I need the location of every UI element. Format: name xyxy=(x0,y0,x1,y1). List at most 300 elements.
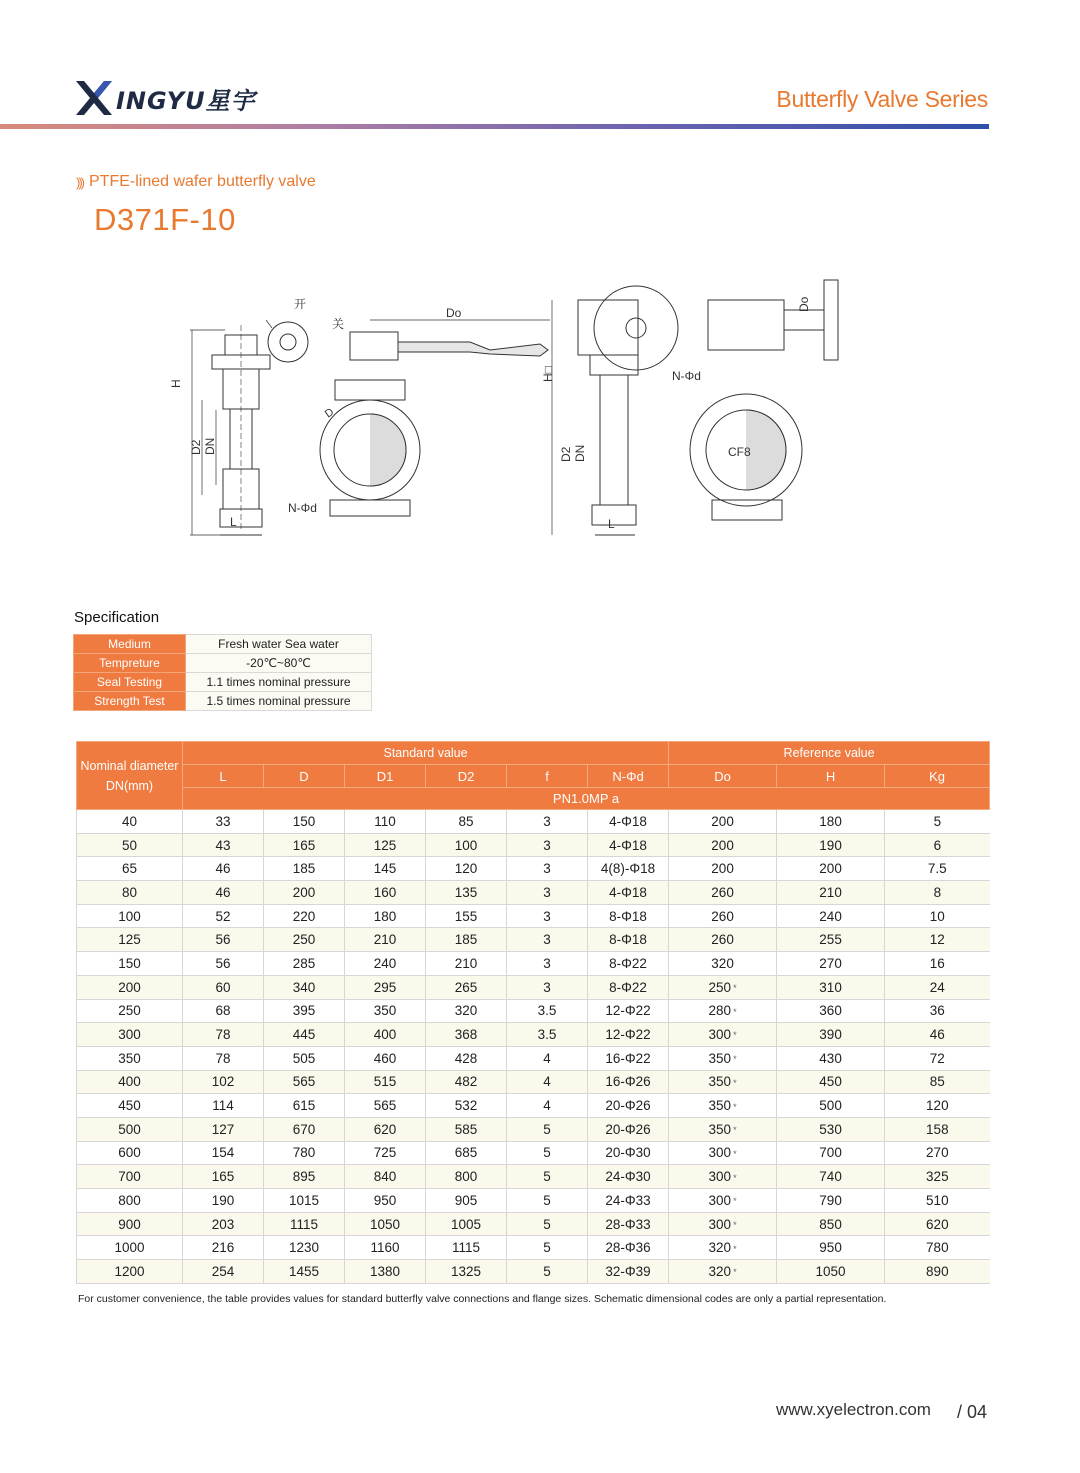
cell-dn xyxy=(77,810,183,834)
cell-l-value: 56 xyxy=(215,955,231,971)
cell-do xyxy=(669,1189,777,1213)
cell-dn-value: 200 xyxy=(118,979,141,995)
cell-f-value: 5 xyxy=(543,1192,551,1208)
cell-d1 xyxy=(345,1070,426,1094)
cell-d1-value: 400 xyxy=(373,1027,397,1043)
cell-d2-value: 135 xyxy=(454,884,478,900)
nphid-label-2: N-Φd xyxy=(672,369,701,383)
cell-do xyxy=(669,881,777,905)
asterisk-mark: * xyxy=(733,1006,737,1017)
cell-d1-value: 110 xyxy=(374,813,396,829)
cell-l xyxy=(183,1165,264,1189)
cell-n-phid xyxy=(588,881,669,905)
cell-kg xyxy=(885,952,990,976)
cell-dn-value: 40 xyxy=(121,813,138,829)
cell-l-value: 33 xyxy=(215,813,231,829)
cell-d2 xyxy=(426,1260,507,1284)
cell-kg xyxy=(885,1023,990,1047)
cell-l xyxy=(183,881,264,905)
cell-n-phid-value: 28-Φ36 xyxy=(605,1240,651,1256)
cell-l-value: 52 xyxy=(215,908,231,924)
cell-d xyxy=(264,952,345,976)
cell-d1 xyxy=(345,1189,426,1213)
cell-kg xyxy=(885,1189,990,1213)
cell-d xyxy=(264,833,345,857)
dim-h-label: H xyxy=(169,379,183,388)
cell-n-phid-value: 24-Φ30 xyxy=(605,1169,651,1185)
cell-d2 xyxy=(426,904,507,928)
cell-d2 xyxy=(426,928,507,952)
spec-row xyxy=(74,692,372,711)
cell-h-value: 430 xyxy=(819,1050,842,1066)
cell-l xyxy=(183,1046,264,1070)
cell-dn-value: 300 xyxy=(118,1027,141,1043)
cell-d xyxy=(264,999,345,1023)
cell-d xyxy=(264,1260,345,1284)
cell-d1 xyxy=(345,928,426,952)
cell-kg xyxy=(885,833,990,857)
table-footnote: For customer convenience, the table provides values for standard butterfly valve connections and flange sizes. Schematic dimensional codes are only a partial representation. xyxy=(78,1293,887,1305)
cell-d2 xyxy=(426,881,507,905)
cell-dn xyxy=(77,1260,183,1284)
cell-d2-value: 265 xyxy=(454,979,478,995)
cell-h-value: 180 xyxy=(819,813,842,829)
cell-l xyxy=(183,1212,264,1236)
dim-h1-label: H□ xyxy=(541,366,555,382)
cell-f xyxy=(507,1236,588,1260)
asterisk-mark: * xyxy=(733,1243,737,1254)
series-title: Butterfly Valve Series xyxy=(776,86,988,112)
signal-icon: ))) xyxy=(76,174,83,190)
cell-do xyxy=(669,857,777,881)
col-header-d: D xyxy=(264,765,345,788)
cell-d2-value: 85 xyxy=(458,813,474,829)
cell-h-value: 500 xyxy=(819,1098,842,1114)
cell-h xyxy=(777,857,885,881)
cell-d1-value: 145 xyxy=(373,861,397,877)
cell-f xyxy=(507,1117,588,1141)
cell-do xyxy=(669,999,777,1023)
cell-h-value: 200 xyxy=(819,861,842,877)
cell-d1-value: 840 xyxy=(373,1169,397,1185)
cell-l xyxy=(183,833,264,857)
cell-dn xyxy=(77,1070,183,1094)
cell-d1-value: 160 xyxy=(373,884,397,900)
cell-d-value: 250 xyxy=(292,932,316,948)
cell-l-value: 43 xyxy=(215,837,231,853)
cell-n-phid-value: 4(8)-Φ18 xyxy=(600,861,656,877)
cell-h-value: 210 xyxy=(819,884,842,900)
cell-d1-value: 460 xyxy=(373,1050,397,1066)
page-number: / 04 xyxy=(957,1402,988,1422)
cell-do xyxy=(669,1165,777,1189)
cell-f-value: 3 xyxy=(543,884,551,900)
cell-h xyxy=(777,810,885,834)
table-row xyxy=(77,904,990,928)
cell-d2-value: 585 xyxy=(454,1121,478,1137)
cell-l-value: 78 xyxy=(215,1027,231,1043)
cell-d xyxy=(264,1189,345,1213)
cell-n-phid xyxy=(588,975,669,999)
cell-l-value: 114 xyxy=(212,1098,234,1114)
cell-kg-value: 10 xyxy=(929,908,945,924)
asterisk-mark: * xyxy=(733,1219,737,1230)
cell-d1-value: 240 xyxy=(373,955,397,971)
cell-l xyxy=(183,975,264,999)
cell-h xyxy=(777,1165,885,1189)
cell-d1-value: 1160 xyxy=(370,1240,400,1256)
cell-d-value: 780 xyxy=(292,1145,316,1161)
cell-d2-value: 1115 xyxy=(451,1240,481,1256)
cell-d1-value: 565 xyxy=(373,1098,397,1114)
cell-kg-value: 12 xyxy=(929,932,945,948)
cell-do xyxy=(669,1236,777,1260)
cell-h-value: 190 xyxy=(819,837,842,853)
dim-l-label-2: L xyxy=(608,517,615,531)
cell-d-value: 340 xyxy=(292,979,316,995)
cell-kg xyxy=(885,999,990,1023)
cell-f-value: 5 xyxy=(543,1145,551,1161)
standard-value-header: Standard value xyxy=(183,742,669,765)
cell-kg-value: 7.5 xyxy=(927,861,947,877)
cell-n-phid xyxy=(588,810,669,834)
cell-h-value: 450 xyxy=(819,1074,842,1090)
cell-dn xyxy=(77,928,183,952)
cell-l xyxy=(183,1260,264,1284)
spec-key: Medium xyxy=(74,635,186,654)
cell-f xyxy=(507,810,588,834)
cell-d2 xyxy=(426,857,507,881)
cell-d-value: 505 xyxy=(292,1050,316,1066)
cell-n-phid-value: 32-Φ39 xyxy=(605,1263,651,1279)
cell-do xyxy=(669,1117,777,1141)
cell-h-value: 360 xyxy=(819,1003,842,1019)
cell-d2-value: 685 xyxy=(454,1145,478,1161)
cell-dn xyxy=(77,1023,183,1047)
cell-dn xyxy=(77,1141,183,1165)
cell-h-value: 390 xyxy=(819,1027,842,1043)
cell-n-phid-value: 4-Φ18 xyxy=(609,813,647,829)
cell-f-value: 5 xyxy=(543,1121,551,1137)
cell-do-value: 300 xyxy=(708,1027,732,1043)
cell-d-value: 1230 xyxy=(288,1240,320,1256)
col-header-kg: Kg xyxy=(885,765,990,788)
cell-dn-value: 400 xyxy=(118,1074,141,1090)
table-row xyxy=(77,1141,990,1165)
cell-f xyxy=(507,1212,588,1236)
cell-n-phid-value: 16-Φ26 xyxy=(605,1074,651,1090)
cell-d1 xyxy=(345,975,426,999)
nphid-label-1: N-Φd xyxy=(288,501,317,515)
cell-h-value: 740 xyxy=(819,1169,842,1185)
cell-n-phid-value: 8-Φ22 xyxy=(609,955,647,971)
cell-n-phid-value: 4-Φ18 xyxy=(609,884,647,900)
cell-d xyxy=(264,1023,345,1047)
product-model: D371F-10 xyxy=(94,202,236,237)
cell-h xyxy=(777,1070,885,1094)
cell-d1 xyxy=(345,881,426,905)
cell-kg xyxy=(885,1094,990,1118)
cell-l xyxy=(183,1070,264,1094)
cell-f xyxy=(507,975,588,999)
cell-d-value: 200 xyxy=(292,884,316,900)
cell-d2-value: 155 xyxy=(454,908,478,924)
cell-do-value: 320 xyxy=(708,1263,732,1279)
asterisk-mark: * xyxy=(733,1054,737,1065)
cell-kg-value: 510 xyxy=(926,1192,949,1208)
nominal-diameter-header: Nominal diameter DN(mm) xyxy=(77,742,183,810)
cell-d-value: 150 xyxy=(292,813,316,829)
cell-f xyxy=(507,1070,588,1094)
cell-kg-value: 46 xyxy=(929,1027,945,1043)
cell-d2-value: 428 xyxy=(454,1050,478,1066)
cell-f-value: 5 xyxy=(543,1240,551,1256)
table-row xyxy=(77,833,990,857)
dim-d2-label-2: D2 xyxy=(559,446,573,462)
asterisk-mark: * xyxy=(733,1077,737,1088)
cell-do xyxy=(669,1094,777,1118)
table-row xyxy=(77,1212,990,1236)
cell-dn-value: 800 xyxy=(118,1192,141,1208)
cell-d1 xyxy=(345,904,426,928)
cell-n-phid xyxy=(588,952,669,976)
cell-d2 xyxy=(426,1023,507,1047)
cell-h xyxy=(777,1094,885,1118)
table-row xyxy=(77,975,990,999)
cell-l-value: 56 xyxy=(215,932,231,948)
cell-f-value: 4 xyxy=(543,1098,551,1114)
cell-dn xyxy=(77,1189,183,1213)
cell-d1 xyxy=(345,1046,426,1070)
cell-n-phid xyxy=(588,1141,669,1165)
cell-kg xyxy=(885,1165,990,1189)
table-row xyxy=(77,1189,990,1213)
cell-n-phid-value: 8-Φ18 xyxy=(609,932,647,948)
cell-d2 xyxy=(426,1117,507,1141)
cell-d2-value: 800 xyxy=(454,1169,478,1185)
cell-n-phid xyxy=(588,857,669,881)
cell-l xyxy=(183,1141,264,1165)
cell-n-phid xyxy=(588,1165,669,1189)
cell-d2 xyxy=(426,1070,507,1094)
cell-l-value: 154 xyxy=(211,1145,235,1161)
cell-n-phid xyxy=(588,833,669,857)
cell-h xyxy=(777,952,885,976)
cell-f-value: 5 xyxy=(543,1263,551,1279)
cell-dn-value: 65 xyxy=(121,861,138,877)
cell-d2-value: 1325 xyxy=(450,1263,482,1279)
cell-l-value: 254 xyxy=(211,1263,235,1279)
cell-kg xyxy=(885,1117,990,1141)
cell-d xyxy=(264,1070,345,1094)
cell-kg-value: 16 xyxy=(929,955,945,971)
cell-f xyxy=(507,928,588,952)
cell-do-value: 260 xyxy=(711,884,734,900)
cell-d-value: 1455 xyxy=(288,1263,320,1279)
dim-dn-label-2: DN xyxy=(573,444,587,462)
pressure-rating-header: PN1.0MP a xyxy=(183,788,990,810)
cell-l-value: 46 xyxy=(215,884,231,900)
cell-l-value: 203 xyxy=(211,1216,235,1232)
cell-n-phid xyxy=(588,1046,669,1070)
cell-f xyxy=(507,952,588,976)
cell-do-value: 200 xyxy=(711,837,734,853)
cell-n-phid-value: 8-Φ22 xyxy=(609,979,647,995)
table-row xyxy=(77,928,990,952)
cell-d2-value: 185 xyxy=(454,932,478,948)
spec-row xyxy=(74,654,372,673)
spec-key: Seal Testing xyxy=(74,673,186,692)
spec-row xyxy=(74,673,372,692)
cell-do-value: 300 xyxy=(708,1145,732,1161)
cell-do xyxy=(669,833,777,857)
cell-h xyxy=(777,833,885,857)
cell-n-phid xyxy=(588,1260,669,1284)
gear-front-view xyxy=(672,280,838,520)
cell-d1-value: 1050 xyxy=(369,1216,401,1232)
cell-f xyxy=(507,1141,588,1165)
cell-l-value: 216 xyxy=(211,1240,235,1256)
asterisk-mark: * xyxy=(733,1148,737,1159)
cell-kg xyxy=(885,1141,990,1165)
cell-l xyxy=(183,857,264,881)
cell-d2-value: 905 xyxy=(454,1192,478,1208)
cell-do xyxy=(669,952,777,976)
cell-dn xyxy=(77,1165,183,1189)
dimension-table xyxy=(76,741,990,1284)
cell-h xyxy=(777,975,885,999)
cell-f xyxy=(507,1260,588,1284)
cell-d-value: 165 xyxy=(292,837,316,853)
cell-d-value: 1015 xyxy=(288,1192,320,1208)
cell-h xyxy=(777,1260,885,1284)
cell-dn-value: 100 xyxy=(118,908,141,924)
cell-h xyxy=(777,1023,885,1047)
cell-d2-value: 100 xyxy=(454,837,478,853)
table-row xyxy=(77,952,990,976)
website-link[interactable]: www.xyelectron.com xyxy=(776,1400,931,1419)
cell-d1 xyxy=(345,952,426,976)
cell-d1 xyxy=(345,833,426,857)
cell-d xyxy=(264,1046,345,1070)
cell-dn-value: 1000 xyxy=(114,1240,145,1256)
cell-d-value: 615 xyxy=(292,1098,316,1114)
cell-kg-value: 72 xyxy=(929,1050,945,1066)
cell-f xyxy=(507,1094,588,1118)
cell-d2-value: 320 xyxy=(454,1003,478,1019)
spec-key: Strength Test xyxy=(74,692,186,711)
cell-n-phid xyxy=(588,904,669,928)
cell-h xyxy=(777,1046,885,1070)
cell-d1 xyxy=(345,1094,426,1118)
cell-d-value: 285 xyxy=(292,955,316,971)
cell-dn-value: 700 xyxy=(118,1169,141,1185)
spec-value: 1.1 times nominal pressure xyxy=(186,673,372,692)
cell-f xyxy=(507,1189,588,1213)
cell-dn-value: 80 xyxy=(121,884,138,900)
spec-value: -20℃~80℃ xyxy=(186,654,372,673)
cell-d xyxy=(264,857,345,881)
cell-h xyxy=(777,1236,885,1260)
cell-n-phid xyxy=(588,1236,669,1260)
cell-l-value: 68 xyxy=(215,1003,231,1019)
cell-h-value: 240 xyxy=(819,908,842,924)
col-header-n-phid: N-Φd xyxy=(588,765,669,788)
cell-d2-value: 120 xyxy=(454,861,478,877)
table-row xyxy=(77,1236,990,1260)
cell-dn xyxy=(77,1046,183,1070)
cell-dn xyxy=(77,975,183,999)
cell-d1-value: 620 xyxy=(373,1121,397,1137)
cell-f-value: 5 xyxy=(543,1216,551,1232)
cell-d xyxy=(264,810,345,834)
dim-l-label: L xyxy=(230,515,237,529)
cell-d1-value: 1380 xyxy=(369,1263,401,1279)
cell-d xyxy=(264,881,345,905)
cell-kg-value: 780 xyxy=(926,1240,949,1256)
cell-do-value: 350 xyxy=(708,1050,732,1066)
cell-dn xyxy=(77,1212,183,1236)
open-label: 开 xyxy=(294,297,307,311)
cell-h-value: 790 xyxy=(819,1192,842,1208)
cell-n-phid-value: 20-Φ26 xyxy=(605,1098,651,1114)
cell-kg-value: 24 xyxy=(929,979,945,995)
valve-technical-drawing xyxy=(160,270,880,550)
cell-f xyxy=(507,1165,588,1189)
cell-f xyxy=(507,833,588,857)
cell-d2 xyxy=(426,1212,507,1236)
cell-dn xyxy=(77,1236,183,1260)
cell-l-value: 60 xyxy=(215,979,231,995)
cell-d-value: 670 xyxy=(292,1121,316,1137)
cell-h-value: 255 xyxy=(819,932,842,948)
cell-n-phid xyxy=(588,1212,669,1236)
cell-do xyxy=(669,1212,777,1236)
cell-dn-value: 500 xyxy=(118,1121,141,1137)
cell-f-value: 3 xyxy=(543,813,551,829)
col-header-do: Do xyxy=(669,765,777,788)
cell-kg-value: 36 xyxy=(929,1003,945,1019)
cell-kg-value: 120 xyxy=(926,1098,949,1114)
cell-d2-value: 482 xyxy=(454,1074,478,1090)
cell-d-value: 185 xyxy=(292,861,316,877)
lever-front-view xyxy=(288,306,550,516)
cell-l xyxy=(183,1094,264,1118)
col-header-d1: D1 xyxy=(345,765,426,788)
close-label: 关 xyxy=(332,317,345,331)
cell-d1 xyxy=(345,1141,426,1165)
handle-top-view xyxy=(266,297,344,362)
cell-h xyxy=(777,1189,885,1213)
cell-do xyxy=(669,810,777,834)
cell-f xyxy=(507,904,588,928)
cell-h-value: 700 xyxy=(819,1145,842,1161)
cell-n-phid-value: 12-Φ22 xyxy=(605,1003,651,1019)
col-header-f: f xyxy=(507,765,588,788)
cell-f xyxy=(507,857,588,881)
cell-d1 xyxy=(345,1165,426,1189)
cell-l xyxy=(183,1236,264,1260)
cell-l xyxy=(183,1117,264,1141)
cell-do xyxy=(669,904,777,928)
table-row xyxy=(77,1046,990,1070)
cell-do xyxy=(669,1260,777,1284)
dim-do-label: Do xyxy=(446,306,462,320)
cell-kg-value: 85 xyxy=(929,1074,945,1090)
cell-kg xyxy=(885,857,990,881)
cell-l-value: 165 xyxy=(211,1169,235,1185)
asterisk-mark: * xyxy=(733,1267,737,1278)
